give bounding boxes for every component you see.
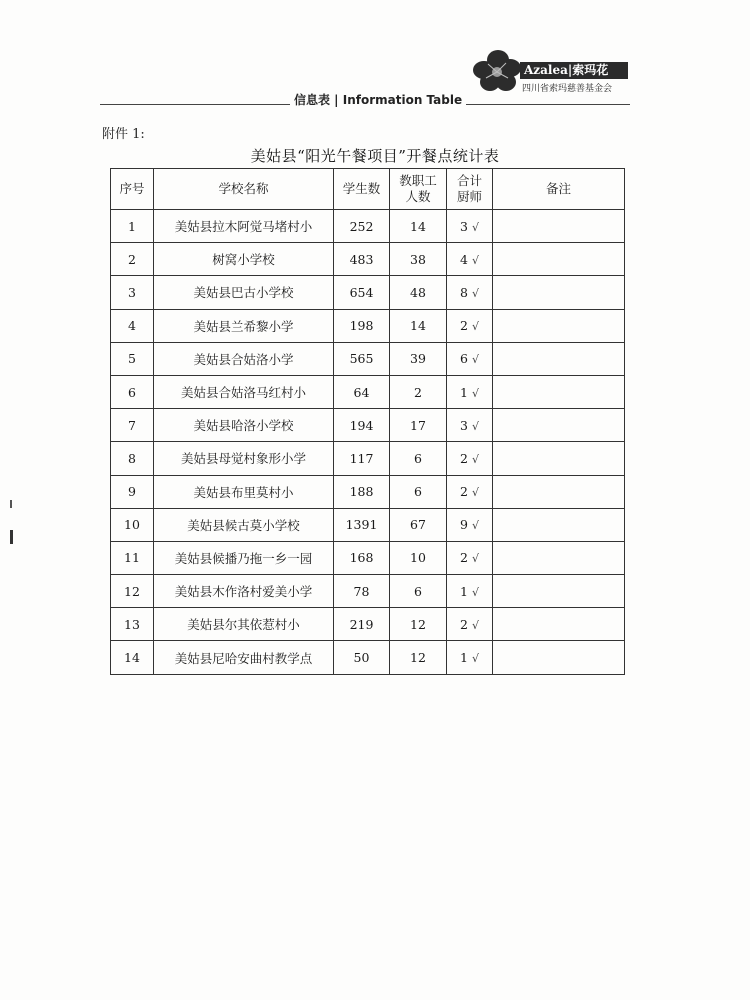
cell-chefs: [447, 210, 493, 243]
cell-notes: [493, 276, 625, 309]
chef-count: 2: [460, 484, 468, 500]
chef-count: 2: [460, 550, 468, 566]
table-title: 美姑县“阳光午餐项目”开餐点统计表: [250, 147, 500, 165]
table-row: [111, 608, 625, 641]
logo-brand-text: Azalea|索玛花: [520, 62, 628, 79]
cell-notes: [493, 375, 625, 408]
cell-staff: 6: [390, 442, 447, 475]
cell-no: 12: [111, 575, 154, 608]
cell-no: 11: [111, 541, 154, 574]
check-mark-icon: √: [471, 253, 479, 267]
chef-count: 8: [460, 284, 468, 300]
table-row: [111, 508, 625, 541]
cell-school: 美姑县兰希黎小学: [154, 309, 334, 342]
cell-no: 10: [111, 508, 154, 541]
cell-school: 美姑县尔其依惹村小: [154, 608, 334, 641]
cell-chefs: [447, 375, 493, 408]
cell-school: 美姑县候古莫小学校: [154, 508, 334, 541]
table-row: [111, 243, 625, 276]
check-mark-icon: √: [471, 519, 479, 533]
cell-staff: 6: [390, 475, 447, 508]
table-row: [111, 409, 625, 442]
cell-chefs: [447, 243, 493, 276]
cell-students: 168: [334, 541, 390, 574]
cell-staff: 14: [390, 309, 447, 342]
cell-notes: [493, 608, 625, 641]
cell-no: 7: [111, 409, 154, 442]
lunch-stats-table: [110, 168, 625, 675]
cell-students: 117: [334, 442, 390, 475]
cell-notes: [493, 541, 625, 574]
cell-no: 6: [111, 375, 154, 408]
check-mark-icon: √: [471, 618, 479, 632]
cell-notes: [493, 210, 625, 243]
logo-org-name: 四川省索玛慈善基金会: [522, 84, 613, 94]
cell-school: 美姑县母觉村象形小学: [154, 442, 334, 475]
check-mark-icon: √: [471, 320, 479, 334]
chef-count: 1: [460, 583, 468, 599]
cell-staff: 48: [390, 276, 447, 309]
azalea-flower-icon: [470, 46, 526, 96]
cell-no: 1: [111, 210, 154, 243]
cell-school: 美姑县哈洛小学校: [154, 409, 334, 442]
cell-staff: 2: [390, 375, 447, 408]
chef-count: 3: [460, 218, 468, 234]
header-notes: 备注: [493, 169, 625, 210]
table-header-row: [111, 169, 625, 210]
chef-count: 9: [460, 517, 468, 533]
cell-notes: [493, 342, 625, 375]
cell-no: 4: [111, 309, 154, 342]
check-mark-icon: √: [471, 386, 479, 400]
cell-no: 9: [111, 475, 154, 508]
cell-staff: 17: [390, 409, 447, 442]
cell-no: 8: [111, 442, 154, 475]
cell-staff: 67: [390, 508, 447, 541]
cell-staff: 14: [390, 210, 447, 243]
table-row: [111, 342, 625, 375]
check-mark-icon: √: [471, 452, 479, 466]
cell-staff: 12: [390, 641, 447, 674]
check-mark-icon: √: [471, 220, 479, 234]
table-row: [111, 276, 625, 309]
cell-notes: [493, 243, 625, 276]
chef-count: 1: [460, 384, 468, 400]
check-mark-icon: √: [471, 353, 479, 367]
cell-staff: 39: [390, 342, 447, 375]
cell-school: 树窝小学校: [154, 243, 334, 276]
table-row: [111, 210, 625, 243]
chef-count: 2: [460, 450, 468, 466]
cell-notes: [493, 409, 625, 442]
cell-school: 美姑县拉木阿觉马堵村小: [154, 210, 334, 243]
cell-students: 565: [334, 342, 390, 375]
chef-count: 3: [460, 417, 468, 433]
chef-count: 4: [460, 251, 468, 267]
chef-count: 2: [460, 616, 468, 632]
cell-chefs: [447, 641, 493, 674]
header-school: 学校名称: [154, 169, 334, 210]
cell-students: 64: [334, 375, 390, 408]
table-row: [111, 475, 625, 508]
cell-students: 198: [334, 309, 390, 342]
cell-students: 654: [334, 276, 390, 309]
cell-chefs: [447, 575, 493, 608]
cell-notes: [493, 442, 625, 475]
cell-chefs: [447, 541, 493, 574]
header-students: 学生数: [334, 169, 390, 210]
cell-school: 美姑县尼哈安曲村教学点: [154, 641, 334, 674]
header-chefs: 合计厨师: [447, 169, 493, 210]
header-staff: 教职工人数: [390, 169, 447, 210]
cell-chefs: [447, 342, 493, 375]
table-row: [111, 375, 625, 408]
cell-no: 13: [111, 608, 154, 641]
cell-staff: 38: [390, 243, 447, 276]
cell-no: 5: [111, 342, 154, 375]
cell-chefs: [447, 276, 493, 309]
cell-notes: [493, 575, 625, 608]
cell-school: 美姑县木作洛村爱美小学: [154, 575, 334, 608]
header-info-label: 信息表 | Information Table: [290, 91, 466, 108]
cell-students: 1391: [334, 508, 390, 541]
cell-school: 美姑县巴古小学校: [154, 276, 334, 309]
foundation-logo: [470, 46, 630, 96]
cell-chefs: [447, 475, 493, 508]
cell-notes: [493, 641, 625, 674]
cell-students: 78: [334, 575, 390, 608]
cell-staff: 6: [390, 575, 447, 608]
table-row: [111, 575, 625, 608]
cell-students: 483: [334, 243, 390, 276]
table-row: [111, 309, 625, 342]
check-mark-icon: √: [471, 286, 479, 300]
table-row: [111, 442, 625, 475]
cell-school: 美姑县候播乃拖一乡一园: [154, 541, 334, 574]
scan-edge-mark: [10, 530, 13, 544]
cell-students: 252: [334, 210, 390, 243]
cell-staff: 10: [390, 541, 447, 574]
cell-chefs: [447, 409, 493, 442]
table-row: [111, 541, 625, 574]
cell-school: 美姑县布里莫村小: [154, 475, 334, 508]
cell-school: 美姑县合姑洛马红村小: [154, 375, 334, 408]
cell-notes: [493, 309, 625, 342]
cell-chefs: [447, 442, 493, 475]
check-mark-icon: √: [471, 419, 479, 433]
cell-no: 3: [111, 276, 154, 309]
cell-chefs: [447, 309, 493, 342]
cell-chefs: [447, 508, 493, 541]
cell-students: 219: [334, 608, 390, 641]
cell-notes: [493, 508, 625, 541]
cell-staff: 12: [390, 608, 447, 641]
cell-chefs: [447, 608, 493, 641]
check-mark-icon: √: [471, 486, 479, 500]
cell-students: 188: [334, 475, 390, 508]
table-row: [111, 641, 625, 674]
chef-count: 2: [460, 318, 468, 334]
cell-notes: [493, 475, 625, 508]
check-mark-icon: √: [471, 652, 479, 666]
attachment-label: 附件 1:: [102, 127, 145, 142]
cell-students: 194: [334, 409, 390, 442]
check-mark-icon: √: [471, 585, 479, 599]
cell-no: 14: [111, 641, 154, 674]
cell-students: 50: [334, 641, 390, 674]
cell-no: 2: [111, 243, 154, 276]
chef-count: 6: [460, 351, 468, 367]
header-no: 序号: [111, 169, 154, 210]
check-mark-icon: √: [471, 552, 479, 566]
scan-edge-mark: [10, 500, 12, 508]
chef-count: 1: [460, 650, 468, 666]
cell-school: 美姑县合姑洛小学: [154, 342, 334, 375]
